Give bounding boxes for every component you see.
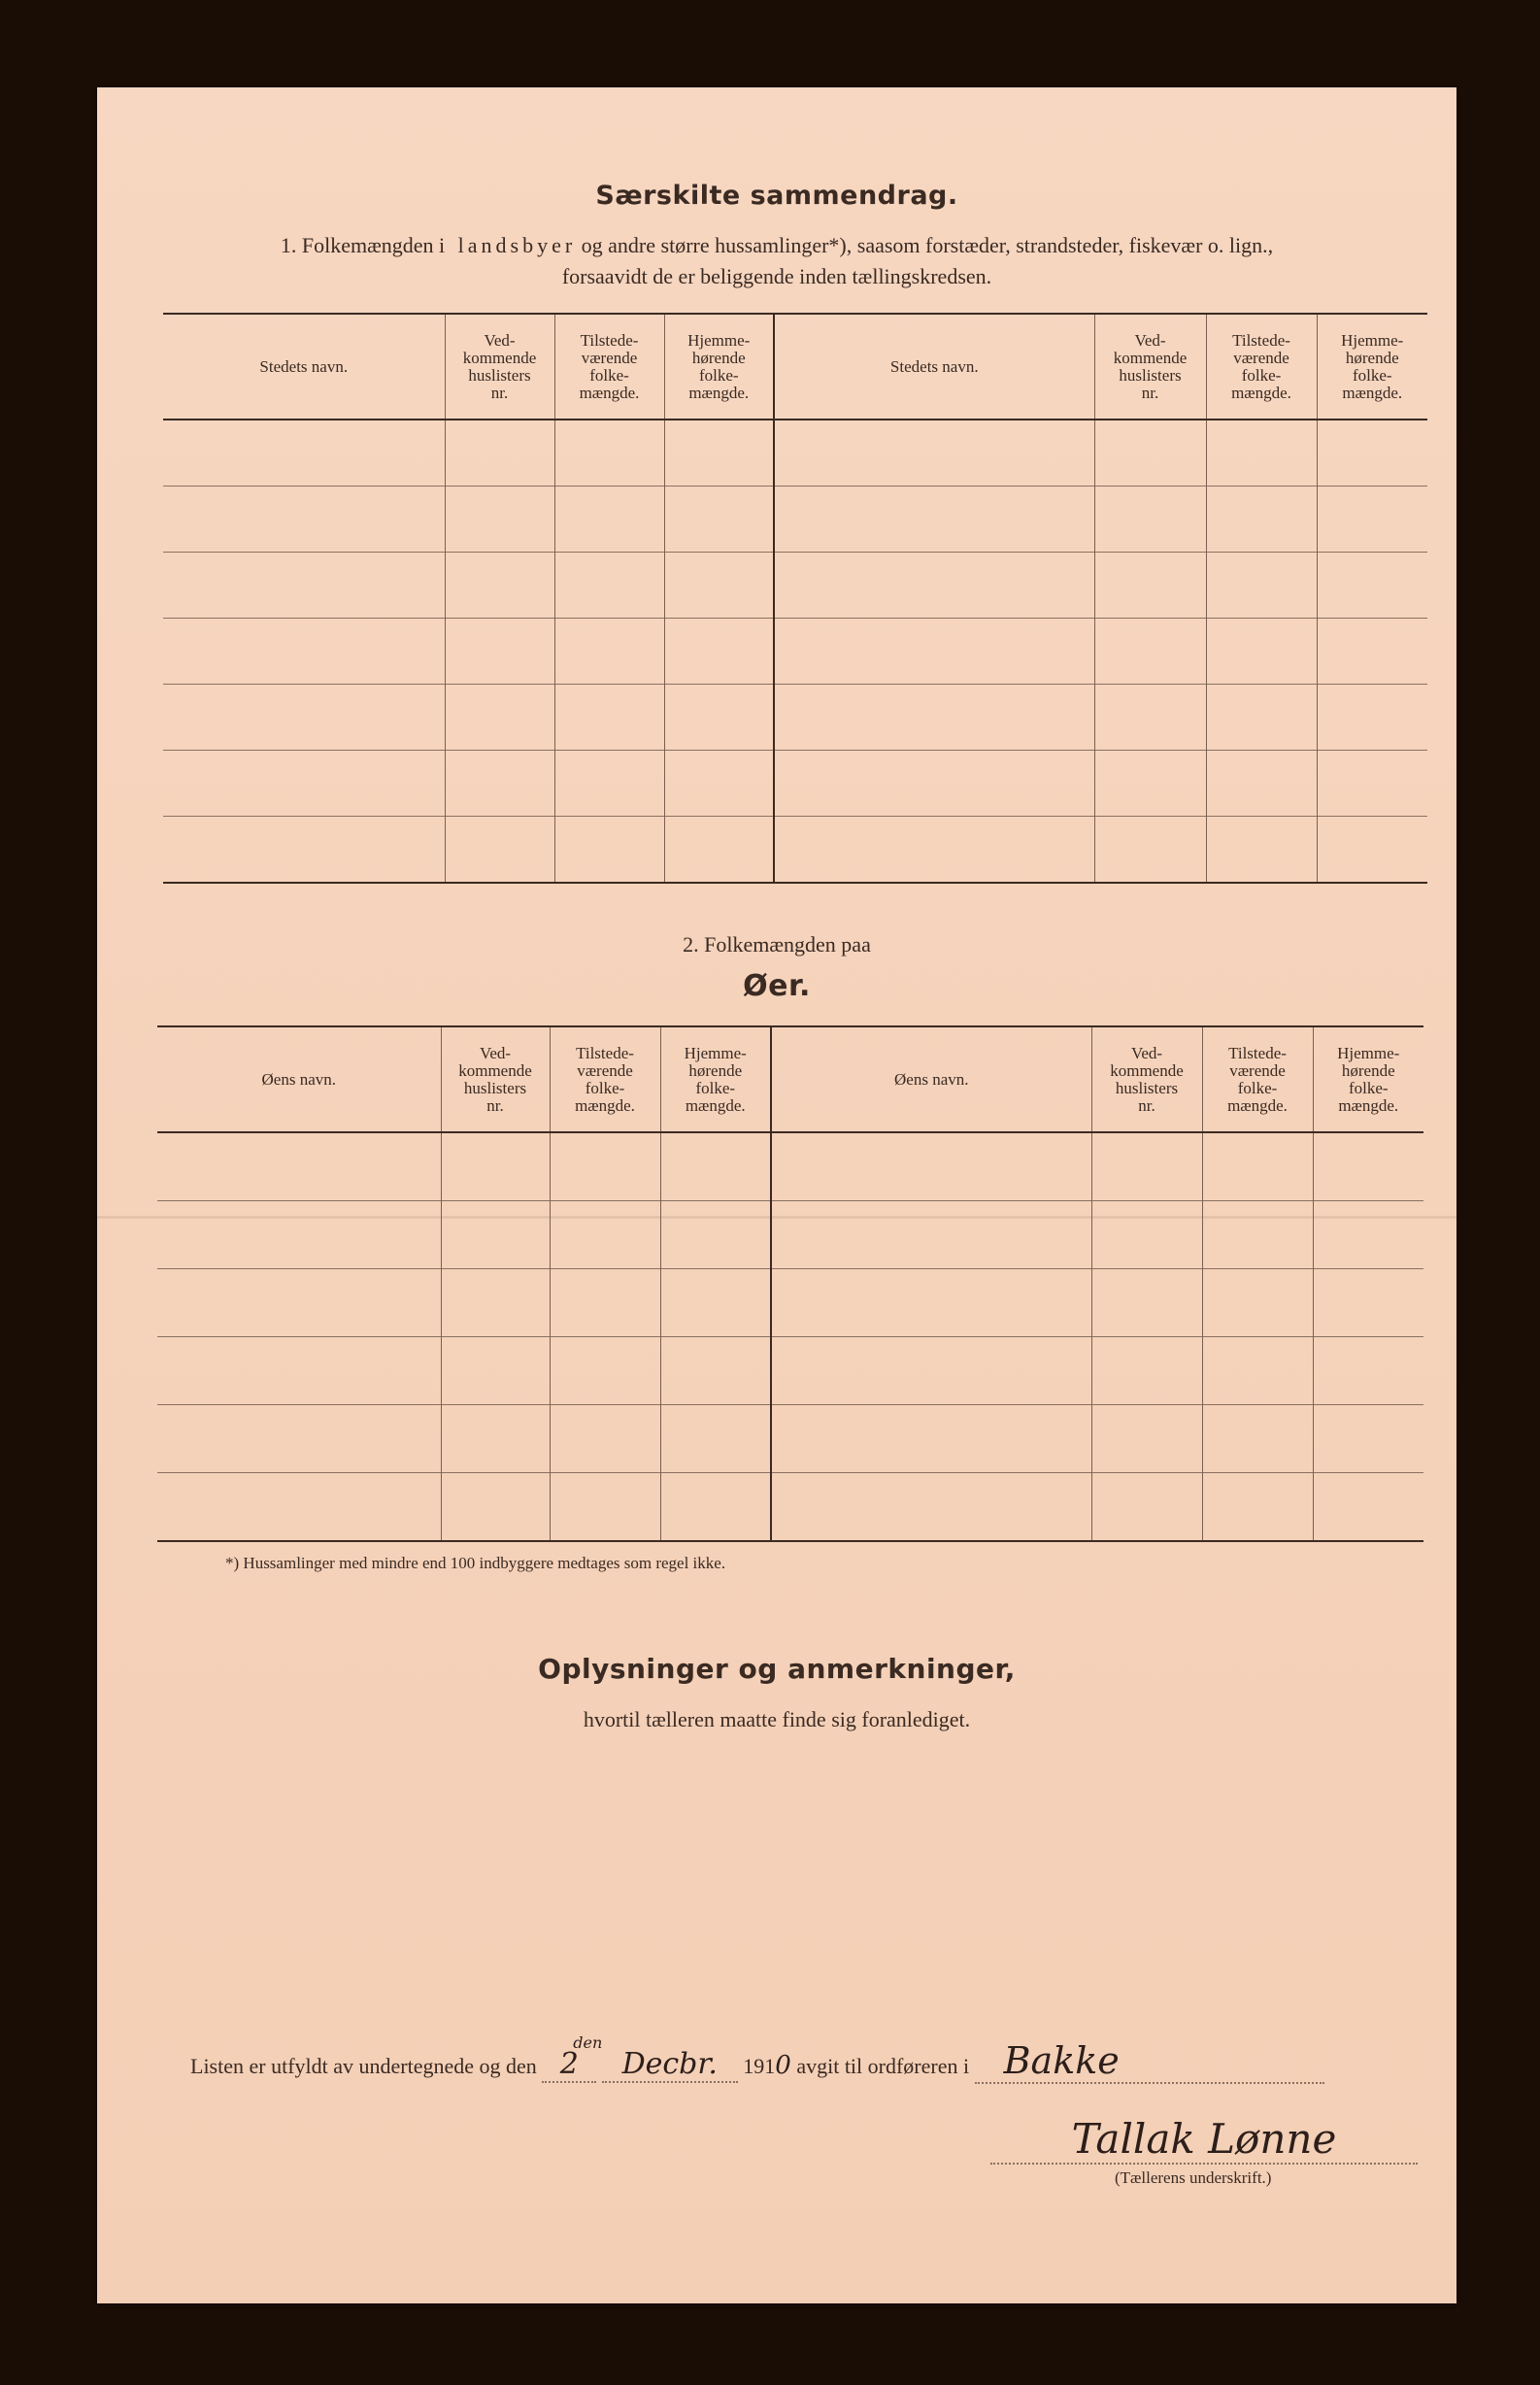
section2-cell [1091, 1472, 1202, 1540]
year-prefix: 191 [743, 2054, 776, 2078]
section1-cell [664, 486, 774, 552]
signature-field [990, 2115, 1418, 2165]
section2-header-row [157, 1027, 1423, 1132]
col-header-oens-navn: Øens navn. [157, 1027, 441, 1132]
section1-table-body [163, 420, 1427, 882]
section1-cell [1317, 420, 1427, 486]
section2-cell [550, 1268, 660, 1336]
section2-cell [660, 1336, 771, 1404]
section1-row [163, 420, 1427, 486]
section2-cell [1202, 1404, 1313, 1472]
section1-row [163, 750, 1427, 816]
section1-cell [1094, 420, 1206, 486]
col-header-tilstedevaerende-s2-2: Tilstede- værende folke- mængde. [1202, 1027, 1313, 1132]
section2-cell [1202, 1200, 1313, 1268]
section2-table-bottom-rule [157, 1540, 1423, 1542]
col-header-huslisters-nr-s2: Ved- kommende huslisters nr. [441, 1027, 550, 1132]
signature-mid: avgit til ordføreren i [796, 2054, 970, 2078]
section1-cell [445, 684, 554, 750]
section2-table-body [157, 1132, 1423, 1540]
section2-cell [1313, 1336, 1423, 1404]
section2-cell [441, 1336, 550, 1404]
section2-cell [157, 1200, 441, 1268]
section1-cell [1206, 618, 1317, 684]
section2-cell [157, 1404, 441, 1472]
section1-cell [1094, 486, 1206, 552]
section1-cell [774, 552, 1094, 618]
date-month: Decbr. [621, 2047, 718, 2081]
section2-cell [1091, 1132, 1202, 1200]
section1-row [163, 618, 1427, 684]
col-header-huslisters-nr-s2-2: Ved- kommende huslisters nr. [1091, 1027, 1202, 1132]
date-day-field [542, 2033, 603, 2083]
section1-cell [1206, 750, 1317, 816]
section1-cell [554, 750, 664, 816]
enumerator-signature: Tallak Lønne [1071, 2115, 1337, 2163]
section1-header-row [163, 315, 1427, 420]
place-field [975, 2039, 1324, 2084]
section2-cell [441, 1200, 550, 1268]
section1-row [163, 816, 1427, 882]
section2-cell [1202, 1268, 1313, 1336]
section1-cell [554, 420, 664, 486]
section1-intro-spaced: i landsbyer [439, 233, 577, 257]
section2-cell [1202, 1132, 1313, 1200]
section1-cell [774, 420, 1094, 486]
col-header-hjemmehorende-s2: Hjemme- hørende folke- mængde. [660, 1027, 771, 1132]
col-header-tilstedevaerende: Tilstede- værende folke- mængde. [554, 315, 664, 420]
section2-row [157, 1200, 1423, 1268]
section1-cell [554, 684, 664, 750]
section2-cell [550, 1200, 660, 1268]
section2-cell [1091, 1200, 1202, 1268]
section2-row [157, 1132, 1423, 1200]
section1-cell [1317, 816, 1427, 882]
remarks-title: Oplysninger og anmerkninger, [538, 1653, 1016, 1685]
section1-row [163, 684, 1427, 750]
section1-cell [445, 618, 554, 684]
section1-cell [1206, 486, 1317, 552]
section2-row [157, 1404, 1423, 1472]
section1-intro-line1 [97, 233, 1456, 258]
section2-cell [157, 1336, 441, 1404]
section1-cell [664, 420, 774, 486]
section1-cell [1094, 552, 1206, 618]
col-header-huslisters-nr-2: Ved- kommende huslisters nr. [1094, 315, 1206, 420]
section1-cell [774, 816, 1094, 882]
col-header-oens-navn-2: Øens navn. [771, 1027, 1091, 1132]
section2-row [157, 1336, 1423, 1404]
section1-row [163, 552, 1427, 618]
section1-cell [445, 816, 554, 882]
section1-cell [664, 750, 774, 816]
date-month-field [602, 2047, 738, 2083]
section2-cell [771, 1200, 1091, 1268]
date-day-suffix: den [573, 2033, 603, 2052]
place-name: Bakke [1003, 2039, 1120, 2082]
remarks-subtitle: hvortil tælleren maatte finde sig foranlediget. [583, 1707, 971, 1731]
section2-cell [550, 1336, 660, 1404]
col-header-tilstedevaerende-2: Tilstede- værende folke- mængde. [1206, 315, 1317, 420]
section1-cell [664, 552, 774, 618]
section2-cell [660, 1200, 771, 1268]
section2-cell [1313, 1200, 1423, 1268]
section1-cell [774, 684, 1094, 750]
section2-table [157, 1027, 1423, 1540]
section1-cell [445, 486, 554, 552]
section1-cell [445, 420, 554, 486]
section1-cell [1094, 750, 1206, 816]
section1-cell [1094, 684, 1206, 750]
section1-cell [664, 684, 774, 750]
section2-cell [1313, 1132, 1423, 1200]
section1-cell [163, 486, 445, 552]
section1-cell [664, 816, 774, 882]
section1-cell [445, 552, 554, 618]
section1-cell [1094, 618, 1206, 684]
col-header-tilstedevaerende-s2: Tilstede- værende folke- mængde. [550, 1027, 660, 1132]
section1-cell [163, 750, 445, 816]
section1-row [163, 486, 1427, 552]
section1-table [163, 315, 1427, 882]
section2-cell [157, 1472, 441, 1540]
section1-cell [1317, 750, 1427, 816]
section2-cell [771, 1336, 1091, 1404]
section1-intro-post: og andre større hussamlinger*), saasom forstæder, strandsteder, fiskevær o. lign., [576, 233, 1274, 257]
section2-cell [157, 1268, 441, 1336]
section2-cell [660, 1404, 771, 1472]
section2-cell [441, 1268, 550, 1336]
section2-cell [157, 1132, 441, 1200]
section2-title: Øer. [743, 969, 811, 1003]
section1-cell [163, 684, 445, 750]
section1-cell [554, 552, 664, 618]
section2-cell [771, 1132, 1091, 1200]
section2-cell [441, 1132, 550, 1200]
section1-cell [664, 618, 774, 684]
section1-cell [1317, 486, 1427, 552]
section2-cell [771, 1404, 1091, 1472]
section1-cell [163, 618, 445, 684]
section2-cell [1091, 1336, 1202, 1404]
page-title: Særskilte sammendrag. [595, 181, 958, 211]
section2-row [157, 1472, 1423, 1540]
footnote: *) Hussamlinger med mindre end 100 indbyggere medtages som regel ikke. [225, 1554, 726, 1572]
section2-cell [660, 1268, 771, 1336]
signature-caption: (Tællerens underskrift.) [1115, 2168, 1272, 2187]
section1-cell [1206, 684, 1317, 750]
section2-cell [441, 1472, 550, 1540]
section1-cell [554, 618, 664, 684]
col-header-hjemmehorende-2: Hjemme- hørende folke- mængde. [1317, 315, 1427, 420]
section1-cell [163, 420, 445, 486]
section1-cell [1206, 816, 1317, 882]
section2-cell [1313, 1268, 1423, 1336]
signature-line [190, 2033, 1324, 2084]
signature-pre: Listen er utfyldt av undertegnede og den [190, 2054, 537, 2078]
date-day: 2 [559, 2047, 579, 2081]
col-header-stedets-navn: Stedets navn. [163, 315, 445, 420]
section1-cell [554, 816, 664, 882]
section2-cell [660, 1132, 771, 1200]
section2-cell [550, 1404, 660, 1472]
section2-row [157, 1268, 1423, 1336]
section1-cell [163, 816, 445, 882]
col-header-hjemmehorende: Hjemme- hørende folke- mængde. [664, 315, 774, 420]
section1-intro-line2: forsaavidt de er beliggende inden tællingskredsen. [561, 264, 992, 288]
section2-cell [771, 1268, 1091, 1336]
section1-cell [445, 750, 554, 816]
section1-cell [774, 618, 1094, 684]
section1-cell [1317, 618, 1427, 684]
section1-cell [1317, 552, 1427, 618]
section2-cell [1202, 1336, 1313, 1404]
section2-cell [771, 1472, 1091, 1540]
section2-cell [1313, 1404, 1423, 1472]
section1-cell [1206, 552, 1317, 618]
section2-cell [1313, 1472, 1423, 1540]
section2-cell [1091, 1268, 1202, 1336]
census-form-page [97, 87, 1456, 2303]
year-suffix: 0 [775, 2051, 791, 2080]
section2-cell [441, 1404, 550, 1472]
section2-cell [550, 1472, 660, 1540]
section1-cell [774, 750, 1094, 816]
section1-cell [554, 486, 664, 552]
section1-cell [1206, 420, 1317, 486]
section1-table-bottom-rule [163, 882, 1427, 884]
section1-cell [774, 486, 1094, 552]
col-header-hjemmehorende-s2-2: Hjemme- hørende folke- mængde. [1313, 1027, 1423, 1132]
section1-cell [1094, 816, 1206, 882]
section1-intro-pre: 1. Folkemængden [280, 233, 440, 257]
col-header-huslisters-nr: Ved- kommende huslisters nr. [445, 315, 554, 420]
col-header-stedets-navn-2: Stedets navn. [774, 315, 1094, 420]
section2-cell [660, 1472, 771, 1540]
section1-cell [163, 552, 445, 618]
section1-cell [1317, 684, 1427, 750]
section2-cell [550, 1132, 660, 1200]
section2-intro-line1: 2. Folkemængden paa [683, 932, 871, 957]
section2-cell [1091, 1404, 1202, 1472]
section2-cell [1202, 1472, 1313, 1540]
